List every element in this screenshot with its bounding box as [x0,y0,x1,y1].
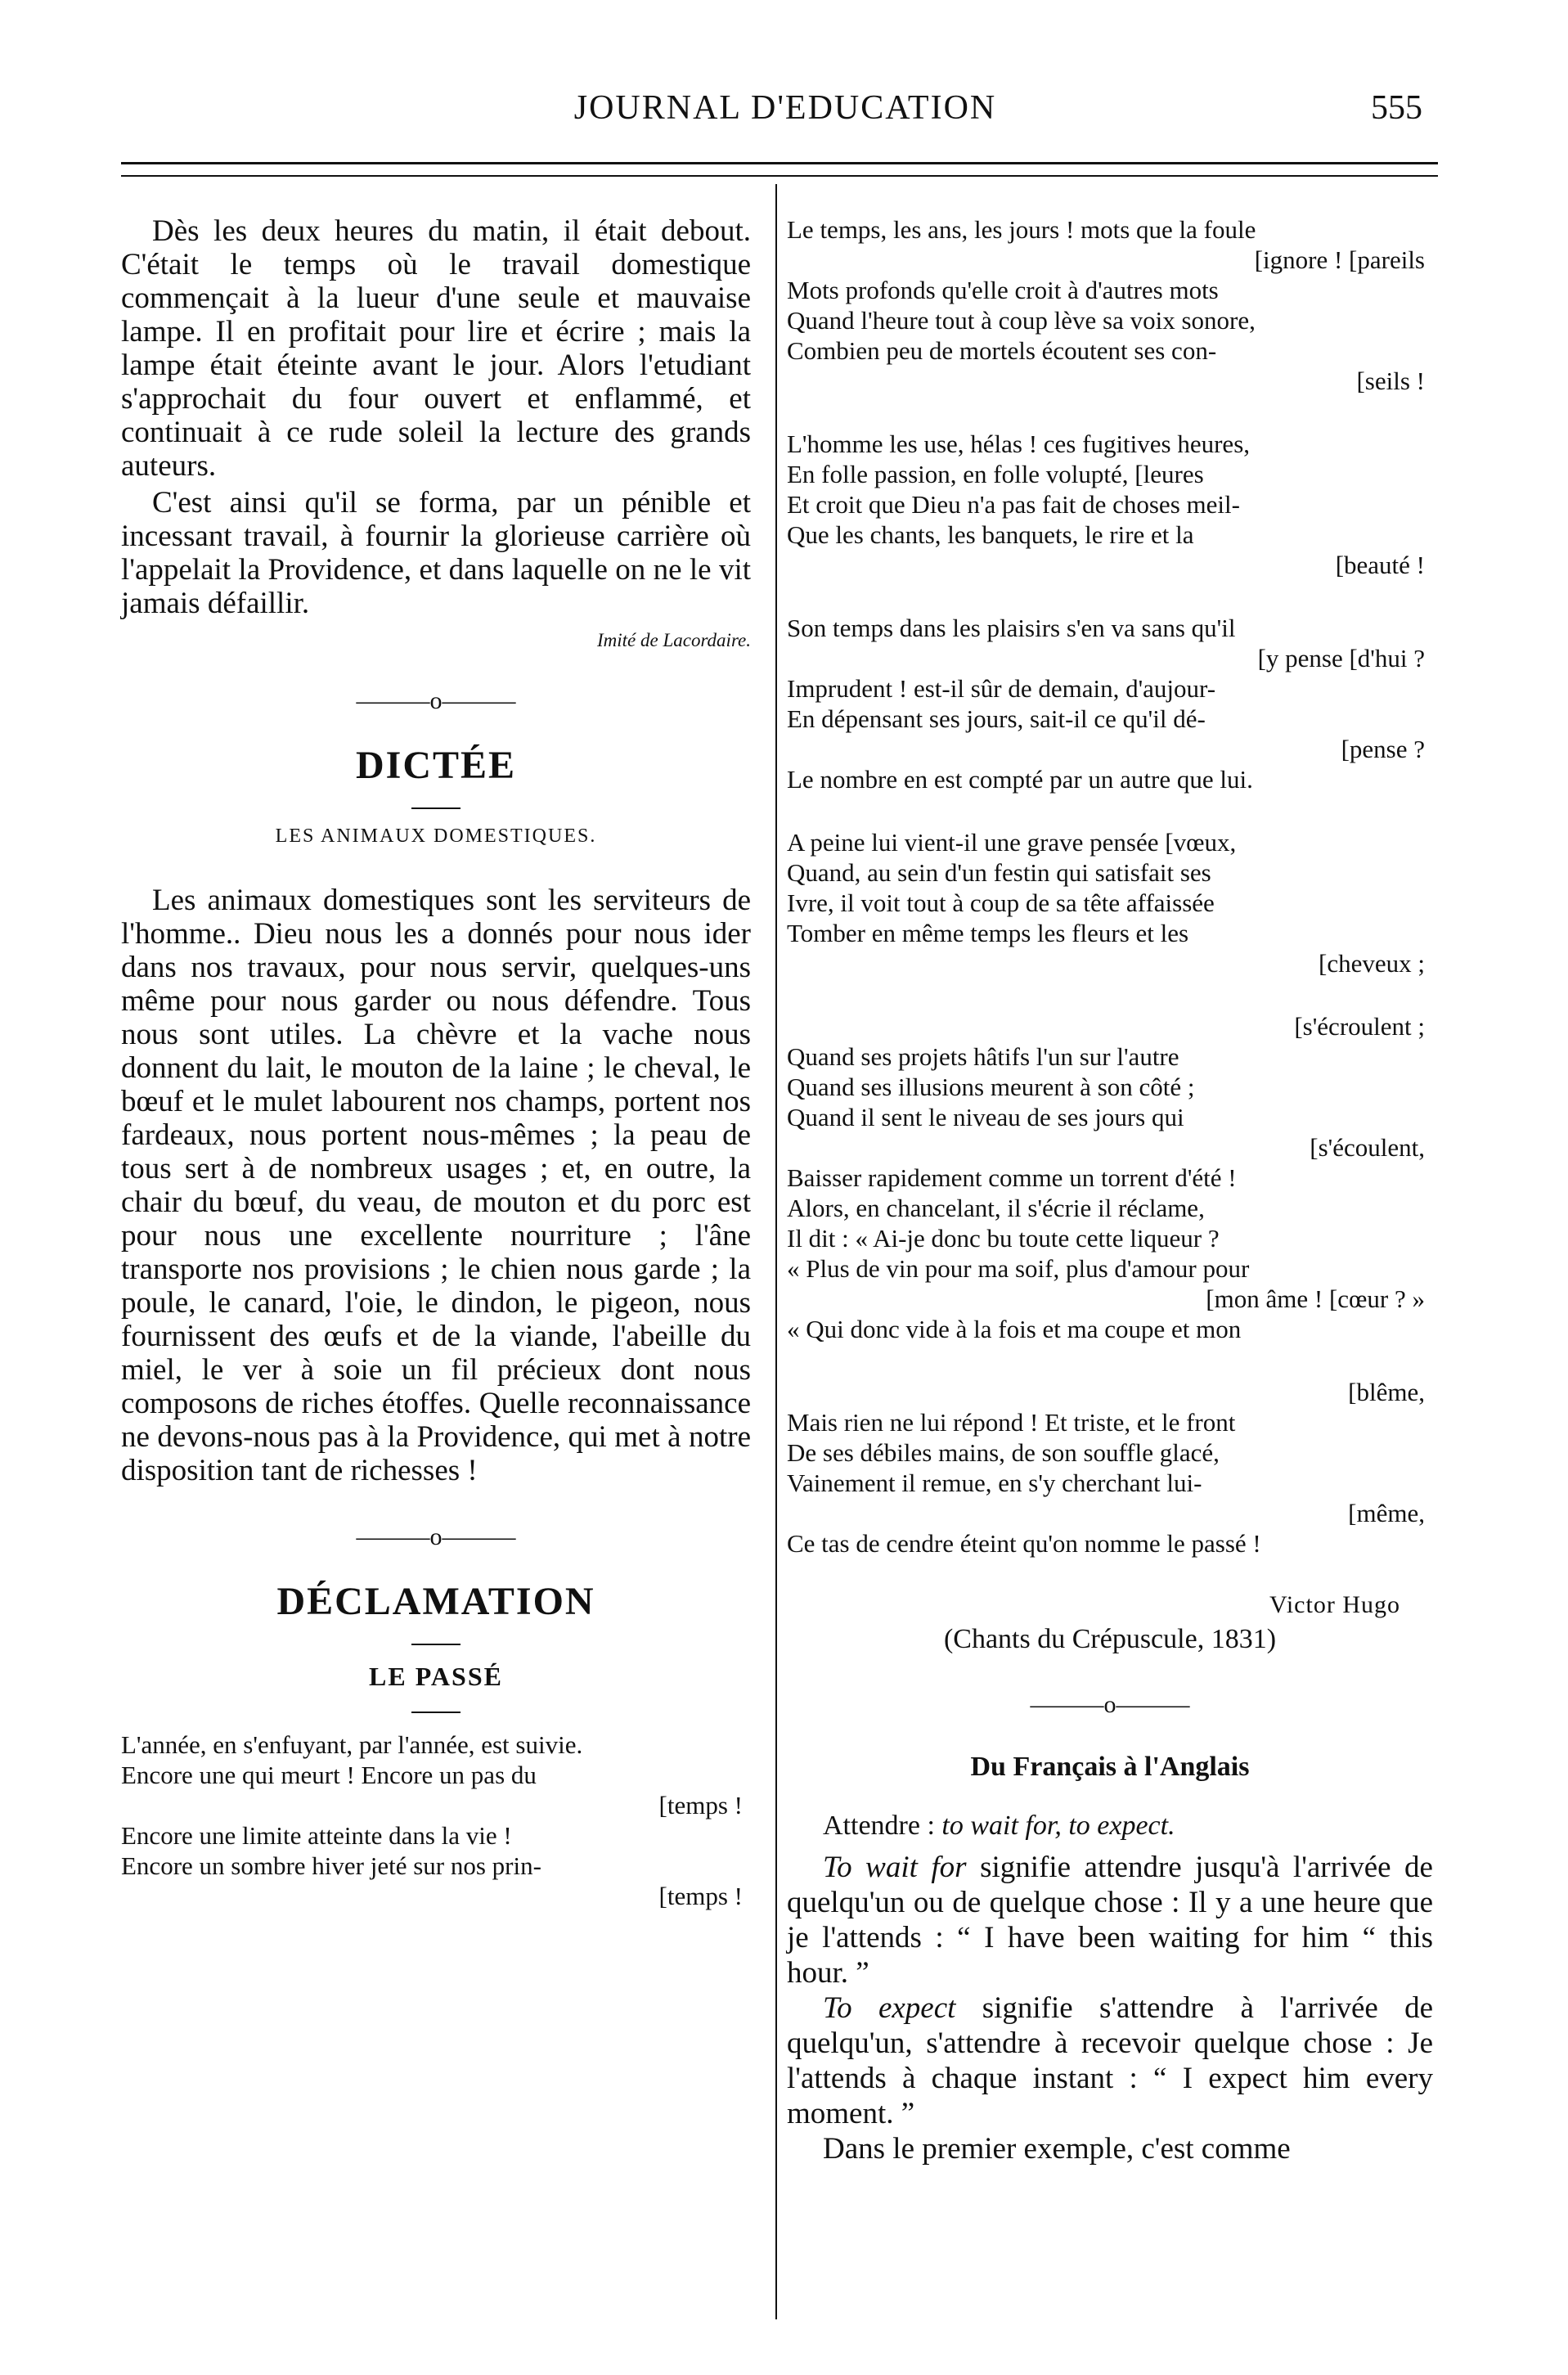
verse-line: [seils ! [1356,367,1425,395]
header-rule-bottom [121,175,1438,177]
poem-stanza [787,1011,1433,1344]
intro-paragraph-2: C'est ainsi qu'il se forma, par un pénible et incessant travail, à fournir la glorieuse carrière où l'appelait la Providence, et dans laquelle on ne le vit jamais défaillir. [121,486,751,620]
verse-line: [ignore ! [pareils [1254,245,1425,274]
verse-line: [pense ? [1341,735,1425,763]
verse-line: Que les chants, les banquets, le rire et la [787,520,1194,549]
verse-line: L'homme les use, hélas ! ces fugitives heures, [787,430,1251,458]
verse-line: Vainement il remue, en s'y cherchant lui- [787,1469,1202,1497]
poem-source: (Chants du Crépuscule, 1831) [943,1624,1277,1654]
verse-line: Combien peu de mortels écoutent ses con- [787,336,1217,365]
verse-line: [s'écoulent, [1310,1133,1425,1162]
definition [823,1810,1433,1842]
right-column [787,214,1433,2166]
verse-line: [temps ! [658,1791,743,1819]
page-header [0,88,1568,137]
column-divider [775,184,777,2319]
verse-line: [s'écroulent ; [1294,1012,1425,1041]
verse-line: [temps ! [658,1882,743,1910]
poem-author: Victor Hugo [1269,1591,1400,1618]
verse-line: Alors, en chancelant, il s'écrie il réclame, [787,1194,1205,1222]
section-paragraph-3 [787,2131,1433,2166]
declamation-dash-2 [411,1712,461,1713]
verse-line: Quand ses projets hâtifs l'un sur l'autre [787,1042,1179,1071]
paragraph-rest: signifie attendre jusqu'à l'arrivée de quelqu'un ou de quelque chose : Il y a une heure que je l'attends : “ I have been waiting for him “ this hour. ” [787,1851,1433,1990]
verse-line: [cheveux ; [1319,949,1425,978]
header-rule-top [121,162,1438,164]
verse-line: Encore une limite atteinte dans la vie ! [121,1821,512,1850]
verse-line: Son temps dans les plaisirs s'en va sans qu'il [787,614,1236,642]
left-column [121,214,751,1911]
verse-line: En dépensant ses jours, sait-il ce qu'il dé- [787,704,1206,733]
poem-stanza [787,214,1433,396]
section-title: Du Français à l'Anglais [970,1752,1250,1782]
poem [787,214,1433,1559]
intro-paragraph-1: Dès les deux heures du matin, il était debout. C'était le temps où le travail domestique commençait à la lueur d'une seule et mauvaise lampe. Il en profitait pour lire et écrire ; mais la lampe était éteinte avant le jour. Alors l'etudiant s'approchait du four ouvert et enflammé, et continuait à ce rude soleil la lecture des grands auteurs. [121,214,751,483]
separator-2: ———o——— [356,1523,516,1550]
separator-3: ———o——— [1030,1691,1190,1718]
verse-line: Tomber en même temps les fleurs et les [787,919,1189,947]
paragraph-rest: signifie s'attendre à l'arrivée de quelqu'un, s'attendre à recevoir quelque chose : Je l'attends à chaque instant : “ I expect him every moment. ” [787,1991,1433,2130]
verse-line: De ses débiles mains, de son souffle glacé, [787,1438,1220,1467]
verse-line: L'année, en s'enfuyant, par l'année, est suivie. [121,1730,583,1759]
verse-line: [beauté ! [1335,551,1425,579]
dictee-title: DICTÉE [355,744,517,787]
verse-line: Mais rien ne lui répond ! Et triste, et le front [787,1408,1236,1437]
verse-line: Quand, au sein d'un festin qui satisfait ses [787,858,1211,887]
poem-stanza [787,429,1433,580]
verse-line: « Qui donc vide à la fois et ma coupe et mon [787,1315,1242,1343]
verse-line: Ivre, il voit tout à coup de sa tête affaissée [787,888,1215,917]
verse-line: Le temps, les ans, les jours ! mots que la foule [787,215,1256,244]
definition-tail: to wait for, to expect. [941,1810,1175,1841]
verse-line: « Plus de vin pour ma soif, plus d'amour pour [787,1254,1250,1283]
verse-line: [mon âme ! [cœur ? » [1206,1284,1425,1313]
verse-line: Le nombre en est compté par un autre que lui. [787,765,1253,794]
definition-head: Attendre : [823,1810,935,1841]
verse-line: Ce tas de cendre éteint qu'on nomme le passé ! [787,1529,1261,1558]
poem-stanza [787,1377,1433,1559]
page-number: 555 [1371,89,1422,127]
verse-line: Quand ses illusions meurent à son côté ; [787,1073,1195,1101]
verse-line: Imprudent ! est-il sûr de demain, d'aujour- [787,674,1216,703]
intro-signature: Imité de Lacordaire. [596,630,751,650]
verse-line: A peine lui vient-il une grave pensée [vœux, [787,828,1237,857]
declamation-dash-1 [411,1644,461,1645]
verse-line: Quand il sent le niveau de ses jours qui [787,1103,1184,1131]
dictee-dash [411,807,461,809]
declamation-verse [121,1730,751,1911]
dictee-subtitle: LES ANIMAUX DOMESTIQUES. [275,825,597,847]
verse-line: [même, [1348,1499,1425,1527]
verse-line: [blême, [1348,1378,1425,1406]
declamation-title: DÉCLAMATION [276,1580,595,1623]
poem-stanza [787,613,1433,794]
verse-line: Mots profonds qu'elle croit à d'autres mots [787,276,1219,304]
dictee-text: Les animaux domestiques sont les serviteurs de l'homme.. Dieu nous les a donnés pour nous ider dans nos travaux, pour nous servir, quelques-uns même pour nous garder ou nous défendre. Tous nous sont utiles. La chèvre et la vache nous donnent du lait, le mouton de la laine ; le cheval, le bœuf et le mulet labourent nos champs, portent nos fardeaux, nous portent nous-mêmes ; la peau de tous sert à de nombreux usages ; et, en outre, la chair du bœuf, du veau, de mouton et du porc est pour nous une excellente nourriture ; l'âne transporte nos provisions ; le chien nous garde ; la poule, le canard, l'oie, le dindon, le pigeon, nous fournissent des œufs et de la viande, l'abeille du miel, le ver à soie un fil précieux dont nous composons de riches étoffes. Quelle reconnaissance ne devons-nous pas à la Providence, qui met à notre disposition tant de richesses ! [121,884,751,1487]
verse-line: En folle passion, en folle volupté, [leures [787,460,1204,488]
verse-line: Encore un sombre hiver jeté sur nos prin- [121,1851,541,1880]
verse-line: Il dit : « Ai-je donc bu toute cette liqueur ? [787,1224,1220,1253]
verse-line: Baisser rapidement comme un torrent d'été ! [787,1163,1237,1192]
section-paragraph-2 [787,1990,1433,2131]
verse-line: Quand l'heure tout à coup lève sa voix sonore, [787,306,1256,335]
paragraph-rest: Dans le premier exemple, c'est comme [823,2132,1291,2166]
journal-title: JOURNAL D'EDUCATION [573,89,997,127]
paragraph-lead: To expect [823,1991,956,2025]
verse-line: Et croit que Dieu n'a pas fait de choses meil- [787,490,1240,519]
verse-line: Encore une qui meurt ! Encore un pas du [121,1761,537,1789]
verse-line: [y pense [d'hui ? [1257,644,1425,672]
paragraph-lead: To wait for [823,1851,967,1884]
declamation-subtitle: LE PASSÉ [369,1662,503,1691]
section-paragraph-1 [787,1850,1433,1990]
separator-1: ———o——— [356,687,516,714]
poem-stanza [787,827,1433,978]
